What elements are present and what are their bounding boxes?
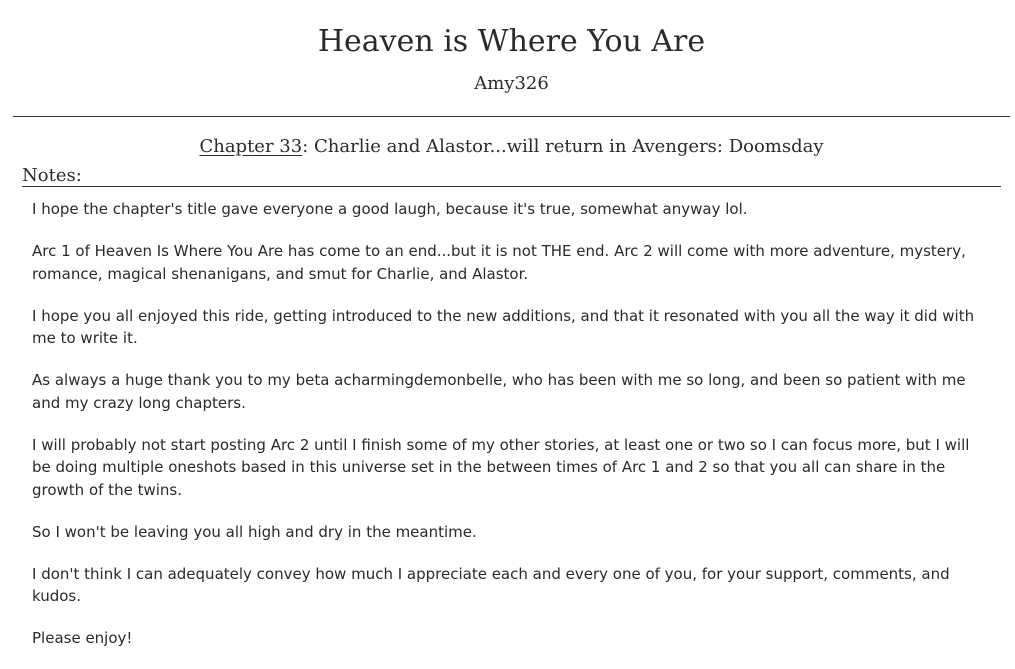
notes-paragraph: So I won't be leaving you all high and dry in the meantime. <box>32 522 477 541</box>
work-title: Heaven is Where You Are <box>317 24 706 59</box>
work-author: Amy326 <box>474 73 549 94</box>
notes-paragraph: Please enjoy! <box>32 629 133 647</box>
chapter-title-separator: : <box>302 136 314 157</box>
notes-heading: Notes: <box>22 165 82 186</box>
chapter-heading <box>0 134 1015 160</box>
notes-paragraph: I will probably not start posting Arc 2 until I finish some of my other stories, at least one or two so I can focus more, but I will be doing multiple oneshots based in this universe set in the between times of Arc 1 and 2 so that you all can share in the growth of the twins. <box>32 435 970 499</box>
notes-paragraph: I hope the chapter's title gave everyone a good laugh, because it's true, somewhat anyway lol. <box>32 200 748 218</box>
notes-paragraph: I don't think I can adequately convey how much I appreciate each and every one of you, for your support, comments, and kudos. <box>32 564 950 605</box>
header-divider <box>13 116 1010 117</box>
notes-paragraph: Arc 1 of Heaven Is Where You Are has come to an end...but it is not THE end. Arc 2 will come with more adventure, mystery, romance, magical shenanigans, and smut for Charlie, and Alastor. <box>32 242 966 283</box>
notes-body <box>32 198 992 669</box>
notes-divider <box>22 186 1001 187</box>
notes-paragraph: I hope you all enjoyed this ride, getting introduced to the new additions, and that it resonated with you all the way it did with me to write it. <box>32 306 975 347</box>
chapter-number-link[interactable]: Chapter 33 <box>199 136 303 157</box>
notes-paragraph: As always a huge thank you to my beta acharmingdemonbelle, who has been with me so long, and been so patient with me and my crazy long chapters. <box>32 371 966 412</box>
chapter-title: Charlie and Alastor...will return in Avengers: Doomsday <box>314 136 824 157</box>
